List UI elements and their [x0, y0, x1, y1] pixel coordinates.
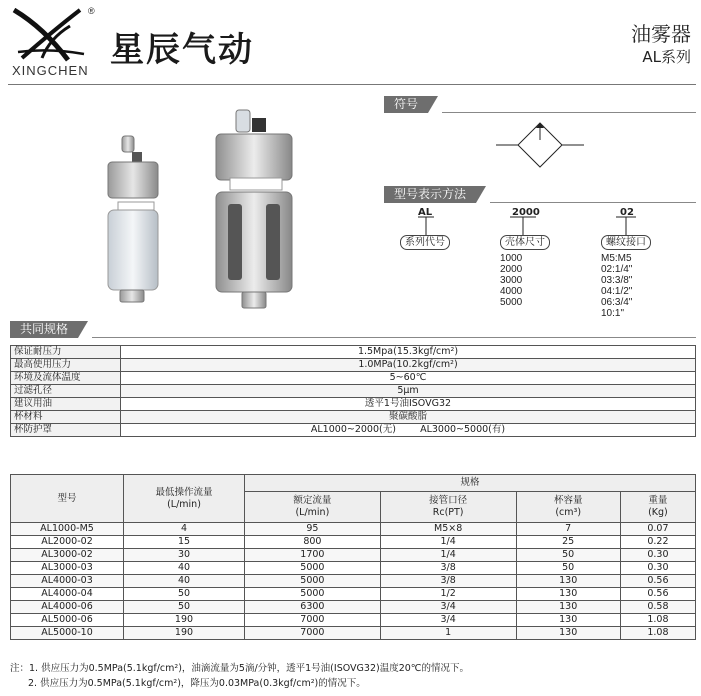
table-row: [11, 385, 696, 398]
table-cell: AL1000-M5: [11, 523, 124, 536]
col-header-rated-flow: 额定流量 (L/min): [245, 492, 381, 523]
table-cell: 1700: [245, 549, 381, 562]
table-cell: 7: [516, 523, 620, 536]
table-row: [11, 588, 696, 601]
thread-port-label: 螺纹接口: [601, 235, 651, 250]
table-cell: AL4000-03: [11, 575, 124, 588]
body-size-options: 1000 2000 3000 4000 5000: [500, 253, 523, 308]
table-cell: 0.07: [620, 523, 695, 536]
table-row: [11, 627, 696, 640]
table-cell: AL5000-06: [11, 614, 124, 627]
header-divider: [8, 84, 384, 85]
col-header-port: 接管口径 Rc(PT): [380, 492, 516, 523]
table-row: [11, 562, 696, 575]
table-cell: 1/4: [380, 536, 516, 549]
group-header-spec: 规格: [245, 475, 696, 492]
spec-label: 环境及流体温度: [11, 372, 121, 385]
body-size-label: 壳体尺寸: [500, 235, 550, 250]
spec-label: 建议用油: [11, 398, 121, 411]
model-code-port: 02: [620, 207, 634, 218]
table-row: [11, 614, 696, 627]
table-cell: 800: [245, 536, 381, 549]
table-row: [11, 372, 696, 385]
table-cell: 25: [516, 536, 620, 549]
table-cell: 50: [124, 601, 245, 614]
col-header-weight: 重量 (Kg): [620, 492, 695, 523]
header-divider-right: [384, 84, 696, 85]
footnote-1: 注：1. 供应压力为0.5MPa(5.1kgf/cm²)，油滴流量为5滴/分钟，透平1号油(ISOVG32)温度20℃的情况下。: [10, 663, 469, 674]
section-rule: [490, 202, 696, 203]
table-cell: 5000: [245, 588, 381, 601]
table-cell: 130: [516, 627, 620, 640]
section-rule: [92, 337, 696, 338]
spec-value: 聚碳酸脂: [121, 411, 696, 424]
table-cell: 5000: [245, 562, 381, 575]
table-cell: 3/8: [380, 575, 516, 588]
table-cell: AL5000-10: [11, 627, 124, 640]
section-common-spec-title: 共同规格: [10, 321, 78, 338]
table-cell: 1: [380, 627, 516, 640]
model-code-size: 2000: [512, 207, 540, 218]
spec-value: 1.5Mpa(15.3kgf/cm²): [121, 346, 696, 359]
table-cell: AL3000-03: [11, 562, 124, 575]
table-cell: 40: [124, 575, 245, 588]
brand-name-en: XINGCHEN: [12, 63, 89, 78]
table-cell: 0.56: [620, 588, 695, 601]
product-photo-large: [210, 108, 298, 313]
lubricator-symbol-icon: [494, 120, 586, 170]
table-cell: 130: [516, 588, 620, 601]
registered-mark: ®: [88, 6, 95, 16]
table-cell: 50: [124, 588, 245, 601]
section-model-code: [384, 186, 696, 203]
section-symbol-title: 符号: [384, 96, 428, 113]
section-symbol: [384, 96, 696, 113]
table-cell: AL3000-02: [11, 549, 124, 562]
table-cell: 3/4: [380, 614, 516, 627]
brand-logo-mark: [10, 8, 88, 62]
product-photo-small: [98, 134, 168, 309]
table-row: [11, 549, 696, 562]
table-cell: 1.08: [620, 614, 695, 627]
table-cell: 5000: [245, 575, 381, 588]
table-cell: 190: [124, 627, 245, 640]
col-header-cup: 杯容量 (cm³): [516, 492, 620, 523]
table-row: [11, 575, 696, 588]
table-cell: 40: [124, 562, 245, 575]
table-cell: AL4000-04: [11, 588, 124, 601]
table-cell: 0.58: [620, 601, 695, 614]
table-cell: 0.30: [620, 562, 695, 575]
table-cell: 130: [516, 575, 620, 588]
table-cell: AL4000-06: [11, 601, 124, 614]
table-cell: 1/4: [380, 549, 516, 562]
spec-value: 5μm: [121, 385, 696, 398]
table-row: [11, 411, 696, 424]
section-rule: [442, 112, 696, 113]
spec-value: 5~60℃: [121, 372, 696, 385]
model-code-series: AL: [418, 207, 433, 218]
table-cell: M5×8: [380, 523, 516, 536]
table-cell: 0.22: [620, 536, 695, 549]
section-common-spec: [10, 321, 696, 338]
col-header-min-flow: 最低操作流量 (L/min): [124, 475, 245, 523]
table-cell: 15: [124, 536, 245, 549]
model-spec-table: [10, 474, 696, 640]
table-cell: 6300: [245, 601, 381, 614]
table-row: [11, 601, 696, 614]
product-series: AL系列: [642, 48, 691, 66]
table-cell: 3/4: [380, 601, 516, 614]
spec-value: 1.0MPa(10.2kgf/cm²): [121, 359, 696, 372]
table-cell: 1/2: [380, 588, 516, 601]
thread-port-options: M5:M5 02:1/4" 03:3/8" 04:1/2" 06:3/4" 10:1": [601, 253, 633, 319]
spec-value: 透平1号油ISOVG32: [121, 398, 696, 411]
series-code-label: 系列代号: [400, 235, 450, 250]
footnotes: [10, 661, 469, 691]
footnote-2: 2. 供应压力为0.5MPa(5.1kgf/cm²)，降压为0.03MPa(0.3kgf/cm²)的情况下。: [28, 678, 366, 689]
spec-label: 杯防护罩: [11, 424, 121, 437]
table-cell: 0.56: [620, 575, 695, 588]
product-title: 油雾器: [631, 22, 691, 46]
table-cell: 7000: [245, 614, 381, 627]
table-cell: 190: [124, 614, 245, 627]
table-cell: 30: [124, 549, 245, 562]
common-spec-table: [10, 345, 696, 437]
spec-value: AL1000~2000(无) AL3000~5000(有): [121, 424, 696, 437]
table-row: [11, 424, 696, 437]
spec-label: 杯材料: [11, 411, 121, 424]
table-row: [11, 398, 696, 411]
spec-label: 保证耐压力: [11, 346, 121, 359]
table-row: [11, 536, 696, 549]
table-cell: 95: [245, 523, 381, 536]
spec-table-body: [11, 523, 696, 640]
table-cell: 4: [124, 523, 245, 536]
brand-name-cn: 星辰气动: [110, 30, 254, 70]
table-cell: 50: [516, 549, 620, 562]
section-model-code-title: 型号表示方法: [384, 186, 476, 203]
table-cell: 130: [516, 614, 620, 627]
table-cell: 1.08: [620, 627, 695, 640]
table-cell: 7000: [245, 627, 381, 640]
col-header-model: 型号: [11, 475, 124, 523]
table-cell: 130: [516, 601, 620, 614]
table-cell: 50: [516, 562, 620, 575]
table-cell: 3/8: [380, 562, 516, 575]
table-row: [11, 346, 696, 359]
table-row: [11, 523, 696, 536]
spec-label: 过滤孔径: [11, 385, 121, 398]
table-row: [11, 359, 696, 372]
table-cell: 0.30: [620, 549, 695, 562]
table-cell: AL2000-02: [11, 536, 124, 549]
spec-label: 最高使用压力: [11, 359, 121, 372]
